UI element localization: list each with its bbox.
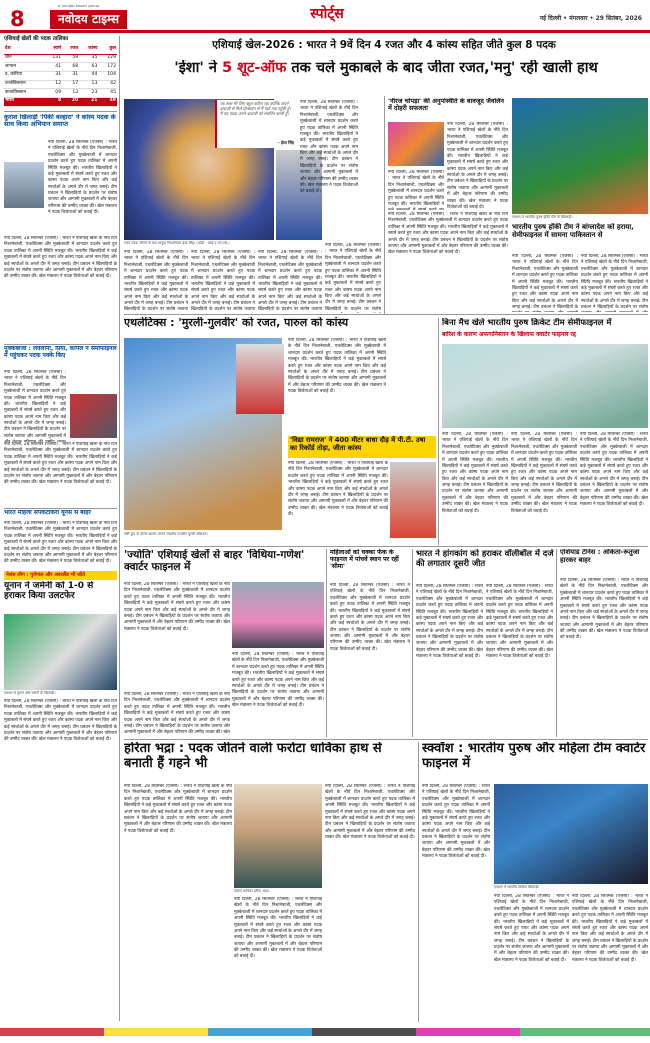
cricket-text-2: नयी दिल्ली, 28 सितम्बर (एजेंसी) : भारत ने एशियाई खेलों के नौवें दिन निशानेबाजी, एथलेटिक्स और मुक्केबाजी में शानदार प्रदर्शन करते हुए पदक तालिका में अपनी स्थिति मजबूत की। भारतीय खिलाड़ियों ने कड़े मुकाबलों में संघर्ष करते हुए रजत और कांस्य पदक अपने नाम किए और कई स्पर्धाओं के अगले दौर में जगह बनाई। टीम प्रबंधन ने खिलाड़ियों के प्रदर्शन पर संतोष जताया और आगामी मुकाबलों में और बेहतर परिणाम की उम्मीद व्यक्त की। खेल मंत्रालय ने पदक विजेताओं को बधाई दी।	[511, 432, 577, 514]
kurash-headline: कुराश खिलाड़ी 'पिंकी बल्हारा' ने कांस्य पदक के साथ किया अभियान समाप्त	[4, 114, 116, 129]
medal-cell: 17	[62, 80, 79, 89]
football-photo	[4, 614, 117, 690]
dateline: नई दिल्ली • मंगलवार • 29 सितंबर, 2026	[539, 15, 642, 22]
boxing-text-2: नयी दिल्ली, 28 सितम्बर (एजेंसी) : भारत ने एशियाई खेलों के नौवें दिन निशानेबाजी, एथलेटिक्स और मुक्केबाजी में शानदार प्रदर्शन करते हुए पदक तालिका में अपनी स्थिति मजबूत की। भारतीय खिलाड़ियों ने कड़े मुकाबलों में संघर्ष करते हुए रजत और कांस्य पदक अपने नाम किए और कई स्पर्धाओं के अगले दौर में जगह बनाई। टीम प्रबंधन ने खिलाड़ियों के प्रदर्शन पर संतोष जताया और आगामी मुकाबलों में और बेहतर परिणाम की उम्मीद व्यक्त की। खेल मंत्रालय ने पदक विजेताओं को बधाई दी।	[4, 442, 117, 486]
squash-headline: स्क्वॉश : भारतीय पुरुष और महिला टीम क्वार्टर फाइनल में	[422, 742, 646, 771]
cricket-text-3: नयी दिल्ली, 28 सितम्बर (एजेंसी) : भारत ने एशियाई खेलों के नौवें दिन निशानेबाजी, एथलेटिक्स और मुक्केबाजी में शानदार प्रदर्शन करते हुए पदक तालिका में अपनी स्थिति मजबूत की। भारतीय खिलाड़ियों ने कड़े मुकाबलों में संघर्ष करते हुए रजत और कांस्य पदक अपने नाम किए और कई स्पर्धाओं के अगले दौर में जगह बनाई। टीम प्रबंधन ने खिलाड़ियों के प्रदर्शन पर संतोष जताया और आगामी मुकाबलों में और बेहतर परिणाम की उम्मीद व्यक्त की। खेल मंत्रालय ने पदक विजेताओं को बधाई दी।	[580, 432, 648, 508]
neeraj-text-1: नयी दिल्ली, 28 सितम्बर (एजेंसी) : भारत ने एशियाई खेलों के नौवें दिन निशानेबाजी, एथलेटिक्स और मुक्केबाजी में शानदार प्रदर्शन करते हुए पदक तालिका में अपनी स्थिति मजबूत की। भारतीय खिलाड़ियों ने कड़े मुकाबलों में संघर्ष करते हुए रजत और कांस्य पदक अपने नाम किए और कई स्पर्धाओं के अगले दौर में जगह बनाई। टीम प्रबंधन ने खिलाड़ियों के प्रदर्शन पर संतोष जताया और आगामी मुकाबलों में और बेहतर परिणाम की उम्मीद व्यक्त की। खेल मंत्रालय ने पदक विजेताओं को बधाई दी।	[447, 122, 508, 210]
football-caption: एक्शन में यूनान और जर्मनी के खिलाड़ी।	[4, 691, 56, 695]
boxing-photo	[70, 394, 117, 438]
medal-cell: 44	[79, 71, 98, 80]
harita-photo	[234, 784, 322, 888]
sepak-headline: भारत महिला सेपकटाकरा यूनस से बाहर	[4, 510, 91, 516]
lead-text-5: नयी दिल्ली, 28 सितम्बर (एजेंसी) : भारत ने एशियाई खेलों के नौवें दिन निशानेबाजी, एथलेटिक्स और मुक्केबाजी में शानदार प्रदर्शन करते हुए पदक तालिका में अपनी स्थिति मजबूत की। भारतीय खिलाड़ियों ने कड़े मुकाबलों में संघर्ष करते हुए रजत और कांस्य पदक अपने नाम किए और कई स्पर्धाओं के अगले दौर में जगह बनाई। टीम प्रबंधन ने खिलाड़ियों के प्रदर्शन पर संतोष	[325, 243, 381, 312]
sepak-text: नयी दिल्ली, 28 सितम्बर (एजेंसी) : भारत ने एशियाई खेलों के नौवें दिन निशानेबाजी, एथलेटिक्स और मुक्केबाजी में शानदार प्रदर्शन करते हुए पदक तालिका में अपनी स्थिति मजबूत की। भारतीय खिलाड़ियों ने कड़े मुकाबलों में संघर्ष करते हुए रजत और कांस्य पदक अपने नाम किए और कई स्पर्धाओं के अगले दौर में जगह बनाई। टीम प्रबंधन ने खिलाड़ियों के प्रदर्शन पर संतोष जताया और आगामी मुकाबलों में और बेहतर परिणाम की उम्मीद व्यक्त की। खेल मंत्रालय ने पदक विजेताओं को बधाई दी।	[4, 521, 117, 565]
vidya-text: नयी दिल्ली, 28 सितम्बर (एजेंसी) : भारत ने एशियाई खेलों के नौवें दिन निशानेबाजी, एथलेटिक्स और मुक्केबाजी में शानदार प्रदर्शन करते हुए पदक तालिका में अपनी स्थिति मजबूत की। भारतीय खिलाड़ियों ने कड़े मुकाबलों में संघर्ष करते हुए रजत और कांस्य पदक अपने नाम किए और कई स्पर्धाओं के अगले दौर में जगह बनाई। टीम प्रबंधन ने खिलाड़ियों के प्रदर्शन पर संतोष जताया और आगामी मुकाबलों में और बेहतर परिणाम की उम्मीद व्यक्त की। खेल मंत्रालय ने पदक विजेताओं को बधाई दी।	[288, 461, 388, 517]
cricket-subhead: बारिश के कारण अफगानिस्तान के खिलाफ क्वार्टर फाइनल रद्द	[442, 331, 576, 338]
medal-cell: 68	[62, 63, 79, 72]
kurash-text: नयी दिल्ली, 28 सितम्बर (एजेंसी) : भारत ने एशियाई खेलों के नौवें दिन निशानेबाजी, एथलेटिक्स और मुक्केबाजी में शानदार प्रदर्शन करते हुए पदक तालिका में अपनी स्थिति मजबूत की। भारतीय खिलाड़ियों ने कड़े मुकाबलों में संघर्ष करते हुए रजत और कांस्य पदक अपने नाम किए और कई स्पर्धाओं के अगले दौर में जगह बनाई। टीम प्रबंधन ने खिलाड़ियों के प्रदर्शन पर संतोष जताया और आगामी मुकाबलों में और बेहतर परिणाम की उम्मीद व्यक्त की। खेल मंत्रालय ने पदक विजेताओं को बधाई दी।	[48, 140, 117, 216]
medal-cell: 41	[44, 63, 63, 72]
medal-cell: 8	[44, 97, 63, 106]
masthead	[0, 0, 650, 33]
medal-cell: 49	[98, 97, 117, 106]
medal-col-header: रजत	[62, 46, 79, 54]
cricket-text-1: नयी दिल्ली, 28 सितम्बर (एजेंसी) : भारत ने एशियाई खेलों के नौवें दिन निशानेबाजी, एथलेटिक्स और मुक्केबाजी में शानदार प्रदर्शन करते हुए पदक तालिका में अपनी स्थिति मजबूत की। भारतीय खिलाड़ियों ने कड़े मुकाबलों में संघर्ष करते हुए रजत और कांस्य पदक अपने नाम किए और कई स्पर्धाओं के अगले दौर में जगह बनाई। टीम प्रबंधन ने खिलाड़ियों के प्रदर्शन पर संतोष जताया और आगामी मुकाबलों में और बेहतर परिणाम की उम्मीद व्यक्त की। खेल मंत्रालय ने पदक विजेताओं को बधाई दी।	[442, 432, 508, 514]
paper-tag: a punjab kesari group	[58, 3, 100, 8]
boxing-headline: मुक्केबाजी : लवलीना, प्रिया, कपिल ने सेमीफाइनल में पहुंचकर पदक पक्के किए	[4, 346, 117, 359]
medal-row	[4, 89, 117, 98]
medal-cell: जापान	[4, 63, 44, 72]
medal-table-grid	[4, 46, 117, 107]
banner-title: एशियाई खेल-2026 : भारत ने 9वें दिन 4 रजत और 4 कांस्य सहित जीते कुल 8 पदक	[212, 39, 556, 51]
medal-cell: 13	[79, 80, 98, 89]
medal-cell: 59	[62, 54, 79, 63]
medal-cell: 13	[62, 89, 79, 98]
section-title: स्पोर्ट्स	[310, 6, 344, 22]
jyoti-headline: 'ज्योति' एशियाई खेलों से बाहर 'विथिया-गणेश' क्वार्टर फाइनल में	[124, 549, 305, 574]
medal-col-header: कांस्य	[79, 46, 98, 54]
lead-quote-by: - ईशा सिंह	[277, 140, 294, 145]
neeraj-text-3: नयी दिल्ली, 28 सितम्बर (एजेंसी) : भारत ने एशियाई खेलों के नौवें दिन निशानेबाजी, एथलेटिक्स और मुक्केबाजी में शानदार प्रदर्शन करते हुए पदक तालिका में अपनी स्थिति मजबूत की। भारतीय खिलाड़ियों ने कड़े मुकाबलों में संघर्ष करते हुए रजत और कांस्य पदक अपने नाम किए और कई स्पर्धाओं के अगले दौर में जगह बनाई। टीम प्रबंधन ने खिलाड़ियों के प्रदर्शन पर संतोष जताया और आगामी मुकाबलों में और बेहतर परिणाम की उम्मीद व्यक्त की। खेल मंत्रालय ने पदक विजेताओं को बधाई दी।	[388, 212, 508, 256]
medal-cell: 131	[44, 54, 63, 63]
jyoti-text-1: नयी दिल्ली, 28 सितम्बर (एजेंसी) : भारत ने एशियाई खेलों के नौवें दिन निशानेबाजी, एथलेटिक्स और मुक्केबाजी में शानदार प्रदर्शन करते हुए पदक तालिका में अपनी स्थिति मजबूत की। भारतीय खिलाड़ियों ने कड़े मुकाबलों में संघर्ष करते हुए रजत और कांस्य पदक अपने नाम किए और कई स्पर्धाओं के अगले दौर में जगह बनाई। टीम प्रबंधन ने खिलाड़ियों के प्रदर्शन पर संतोष जताया और आगामी मुकाबलों में और बेहतर परिणाम की उम्मीद व्यक्त की। खेल मंत्रालय ने पदक विजेताओं को बधाई दी।	[124, 582, 230, 632]
print-registration-bar	[0, 1028, 650, 1036]
medal-cell: कजाकिस्तान	[4, 89, 44, 98]
medal-cell: चीन	[4, 54, 44, 63]
jyoti-text-2: नयी दिल्ली, 28 सितम्बर (एजेंसी) : भारत ने एशियाई खेलों के नौवें दिन निशानेबाजी, एथलेटिक्स और मुक्केबाजी में शानदार प्रदर्शन करते हुए पदक तालिका में अपनी स्थिति मजबूत की। भारतीय खिलाड़ियों ने कड़े मुकाबलों में संघर्ष करते हुए रजत और कांस्य पदक अपने नाम किए और कई स्पर्धाओं के अगले दौर में जगह बनाई। टीम प्रबंधन ने खिलाड़ियों के प्रदर्शन पर संतोष जताया और आगामी मुकाबलों में और बेहतर परिणाम की उम्मीद व्यक्त की। खेल मंत्रालय ने पदक विजेताओं को बधाई दी।	[232, 652, 324, 708]
medal-col-header: देश	[4, 46, 44, 54]
squash-photo	[494, 784, 648, 884]
lead-text-2: नयी दिल्ली, 28 सितम्बर (एजेंसी) : भारत ने एशियाई खेलों के नौवें दिन निशानेबाजी, एथलेटिक्स और मुक्केबाजी में शानदार प्रदर्शन करते हुए पदक तालिका में अपनी स्थिति मजबूत की। भारतीय खिलाड़ियों ने कड़े मुकाबलों में संघर्ष करते हुए रजत और कांस्य पदक अपने नाम किए और कई स्पर्धाओं के अगले दौर में जगह बनाई। टीम प्रबंधन ने खिलाड़ियों के प्रदर्शन पर संतोष जताया	[124, 250, 188, 312]
nations-league-strip: नेशंस लीग : पुर्तगाल और अवरलैंड भी जीते	[4, 571, 117, 580]
cricket-headline: बिना मैच खेले भारतीय पुरुष क्रिकेट टीम सेमीफाइनल में	[442, 318, 612, 327]
squash-text-3: नयी दिल्ली, 28 सितम्बर (एजेंसी) : भारत ने एशियाई खेलों के नौवें दिन निशानेबाजी, एथलेटिक्स और मुक्केबाजी में शानदार प्रदर्शन करते हुए पदक तालिका में अपनी स्थिति मजबूत की। भारतीय खिलाड़ियों ने कड़े मुकाबलों में संघर्ष करते हुए रजत और कांस्य पदक अपने नाम किए और कई स्पर्धाओं के अगले दौर में जगह बनाई। टीम प्रबंधन ने खिलाड़ियों के प्रदर्शन पर संतोष जताया और आगामी मुकाबलों में और बेहतर परिणाम की उम्मीद व्यक्त की। खेल मंत्रालय ने पदक विजेताओं को बधाई दी।	[572, 894, 648, 963]
medal-cell: 20	[62, 97, 79, 106]
lead-text-1: नयी दिल्ली, 28 सितम्बर (एजेंसी) : भारत ने एशियाई खेलों के नौवें दिन निशानेबाजी, एथलेटिक्स और मुक्केबाजी में शानदार प्रदर्शन करते हुए पदक तालिका में अपनी स्थिति मजबूत की। भारतीय खिलाड़ियों ने कड़े मुकाबलों में संघर्ष करते हुए रजत और कांस्य पदक अपने नाम किए और कई स्पर्धाओं के अगले दौर में जगह बनाई। टीम प्रबंधन ने खिलाड़ियों के प्रदर्शन पर संतोष जताया और आगामी मुकाबलों में और बेहतर परिणाम की उम्मीद व्यक्त की। खेल मंत्रालय ने पदक विजेताओं को बधाई दी।	[300, 100, 358, 195]
neeraj-text-2: नयी दिल्ली, 28 सितम्बर (एजेंसी) : भारत ने एशियाई खेलों के नौवें दिन निशानेबाजी, एथलेटिक्स और मुक्केबाजी में शानदार प्रदर्शन करते हुए पदक तालिका में अपनी स्थिति मजबूत की। भारतीय खिलाड़ियों ने	[388, 170, 444, 207]
medal-header-row	[4, 46, 117, 54]
medal-cell: 172	[98, 63, 117, 72]
medal-cell: 42	[98, 80, 117, 89]
volleyball-text-1: नयी दिल्ली, 28 सितम्बर (एजेंसी) : भारत ने एशियाई खेलों के नौवें दिन निशानेबाजी, एथलेटिक्स और मुक्केबाजी में शानदार प्रदर्शन करते हुए पदक तालिका में अपनी स्थिति मजबूत की। भारतीय खिलाड़ियों ने कड़े मुकाबलों में संघर्ष करते हुए रजत और कांस्य पदक अपने नाम किए और कई स्पर्धाओं के अगले दौर में जगह बनाई। टीम प्रबंधन ने खिलाड़ियों के प्रदर्शन पर संतोष जताया और आगामी मुकाबलों में और बेहतर परिणाम की उम्मीद व्यक्त की। खेल मंत्रालय ने पदक विजेताओं को बधाई दी।	[416, 584, 483, 660]
squash-caption: एक्शन में भारतीय स्क्वॉश खिलाड़ी।	[494, 885, 540, 889]
ankita-headline: एशियाड टेनिस : अंकिता-रूतुजा हारकर बाहर	[560, 549, 640, 564]
squash-text-2: नयी दिल्ली, 28 सितम्बर (एजेंसी) : भारत ने एशियाई खेलों के नौवें दिन निशानेबाजी, एथलेटिक्स और मुक्केबाजी में शानदार प्रदर्शन करते हुए पदक तालिका में अपनी स्थिति मजबूत की। भारतीय खिलाड़ियों ने कड़े मुकाबलों में संघर्ष करते हुए रजत और कांस्य पदक अपने नाम किए और कई स्पर्धाओं के अगले दौर में जगह बनाई। टीम प्रबंधन ने खिलाड़ियों के प्रदर्शन पर संतोष जताया और आगामी मुकाबलों में और बेहतर परिणाम की उम्मीद व्यक्त की। खेल मंत्रालय ने पदक विजेताओं को बधाई दी।	[494, 894, 569, 963]
hockey-text-2: नयी दिल्ली, 28 सितम्बर (एजेंसी) : भारत ने एशियाई खेलों के नौवें दिन निशानेबाजी, एथलेटिक्स और मुक्केबाजी में शानदार प्रदर्शन करते हुए पदक तालिका में अपनी स्थिति मजबूत की। भारतीय खिलाड़ियों ने कड़े मुकाबलों में संघर्ष करते हुए रजत और कांस्य पदक अपने नाम किए और कई स्पर्धाओं के अगले दौर में जगह बनाई। टीम प्रबंधन ने खिलाड़ियों के प्रदर्शन पर संतोष	[581, 254, 648, 310]
lead-quote-box	[215, 100, 297, 148]
paper-logo: नवोदय टाइम्स	[50, 10, 127, 29]
seema-text: नयी दिल्ली, 28 सितम्बर (एजेंसी) : भारत ने एशियाई खेलों के नौवें दिन निशानेबाजी, एथलेटिक्स और मुक्केबाजी में शानदार प्रदर्शन करते हुए पदक तालिका में अपनी स्थिति मजबूत की। भारतीय खिलाड़ियों ने कड़े मुकाबलों में संघर्ष करते हुए रजत और कांस्य पदक अपने नाम किए और कई स्पर्धाओं के अगले दौर में जगह बनाई। टीम प्रबंधन ने खिलाड़ियों के प्रदर्शन पर संतोष जताया और आगामी मुकाबलों में और बेहतर परिणाम की उम्मीद व्यक्त की। खेल मंत्रालय ने पदक विजेताओं को बधाई दी।	[330, 583, 410, 652]
lead-headline-pre: 'ईशा' ने	[174, 60, 223, 76]
medal-cell: 63	[79, 63, 98, 72]
volleyball-text-2: नयी दिल्ली, 28 सितम्बर (एजेंसी) : भारत ने एशियाई खेलों के नौवें दिन निशानेबाजी, एथलेटिक्स और मुक्केबाजी में शानदार प्रदर्शन करते हुए पदक तालिका में अपनी स्थिति मजबूत की। भारतीय खिलाड़ियों ने कड़े मुकाबलों में संघर्ष करते हुए रजत और कांस्य पदक अपने नाम किए और कई स्पर्धाओं के अगले दौर में जगह बनाई। टीम प्रबंधन ने खिलाड़ियों के प्रदर्शन पर संतोष जताया और आगामी मुकाबलों में और बेहतर परिणाम की उम्मीद व्यक्त की। खेल मंत्रालय ने पदक विजेताओं को बधाई दी।	[486, 584, 553, 660]
medal-table	[4, 36, 117, 107]
medal-row	[4, 63, 117, 72]
medal-cell: उज्बेकिस्तान	[4, 80, 44, 89]
lead-caption: रजत पदक जीतने के बाद भावुक निशानेबाज ईशा सिंह। (फोटो : आई.ए.एन.एस.)	[124, 241, 230, 245]
athletics-headline: एथलेटिक्स : 'मुरली-गुलवीर' को रजत, पारुल को कांस्य	[124, 317, 349, 329]
lead-headline-red: 5 शूट-ऑफ	[222, 60, 287, 76]
medal-row	[4, 71, 117, 80]
football-text: नयी दिल्ली, 28 सितम्बर (एजेंसी) : भारत ने एशियाई खेलों के नौवें दिन निशानेबाजी, एथलेटिक्स और मुक्केबाजी में शानदार प्रदर्शन करते हुए पदक तालिका में अपनी स्थिति मजबूत की। भारतीय खिलाड़ियों ने कड़े मुकाबलों में संघर्ष करते हुए रजत और कांस्य पदक अपने नाम किए और कई स्पर्धाओं के अगले दौर में जगह बनाई। टीम प्रबंधन ने खिलाड़ियों के प्रदर्शन पर संतोष जताया और आगामी मुकाबलों में और बेहतर परिणाम की उम्मीद व्यक्त की। खेल मंत्रालय ने पदक विजेताओं को बधाई दी।	[4, 699, 117, 743]
medal-cell: द. कोरिया	[4, 71, 44, 80]
medal-cell: 229	[98, 54, 117, 63]
harita-caption: फर्राटा धाविका हरिता भद्रा।	[234, 889, 270, 893]
hockey-photo	[512, 98, 648, 214]
jyoti-photo	[232, 582, 324, 648]
page-number: 8	[10, 7, 25, 31]
ankita-text: नयी दिल्ली, 28 सितम्बर (एजेंसी) : भारत ने एशियाई खेलों के नौवें दिन निशानेबाजी, एथलेटिक्स और मुक्केबाजी में शानदार प्रदर्शन करते हुए पदक तालिका में अपनी स्थिति मजबूत की। भारतीय खिलाड़ियों ने कड़े मुकाबलों में संघर्ष करते हुए रजत और कांस्य पदक अपने नाम किए और कई स्पर्धाओं के अगले दौर में जगह बनाई। टीम प्रबंधन ने खिलाड़ियों के प्रदर्शन पर संतोष जताया और आगामी मुकाबलों में और बेहतर परिणाम की उम्मीद व्यक्त की। खेल मंत्रालय ने पदक विजेताओं को बधाई दी।	[560, 578, 648, 641]
medal-cell: 31	[44, 71, 63, 80]
boxing-text: नयी दिल्ली, 28 सितम्बर (एजेंसी) : भारत ने एशियाई खेलों के नौवें दिन निशानेबाजी, एथलेटिक्स और मुक्केबाजी में शानदार प्रदर्शन करते हुए पदक तालिका में अपनी स्थिति मजबूत की। भारतीय खिलाड़ियों ने कड़े मुकाबलों में संघर्ष करते हुए रजत और कांस्य पदक अपने नाम किए और कई स्पर्धाओं के अगले दौर में जगह बनाई। टीम प्रबंधन ने खिलाड़ियों के प्रदर्शन पर संतोष जताया और आगामी मुकाबलों में	[4, 370, 66, 439]
medal-cell: 31	[62, 71, 79, 80]
vidya-headline: 'विद्या रामराज' ने 400 मीटर बाधा दौड़ में पी.टी. उषा का रिकॉर्ड तोड़ा, जीता कांस्य	[288, 436, 436, 458]
medal-cell: 09	[44, 89, 63, 98]
medal-cell: 12	[44, 80, 63, 89]
neeraj-headline: 'नीरज चोपड़ा' की अनुपस्थिति के बावजूद जैवलिन में दोहरी सफलता	[388, 98, 504, 113]
athletics-photo-2	[236, 344, 284, 414]
athletics-caption: लंबी कूद के दौरान छलांग लगाते भारतीय एथलीट मुरली श्रीशंकर।	[124, 532, 208, 536]
neeraj-photo	[388, 122, 444, 166]
lead-text-3: नयी दिल्ली, 28 सितम्बर (एजेंसी) : भारत ने एशियाई खेलों के नौवें दिन निशानेबाजी, एथलेटिक्स और मुक्केबाजी में शानदार प्रदर्शन करते हुए पदक तालिका में अपनी स्थिति मजबूत की। भारतीय खिलाड़ियों ने कड़े मुकाबलों में संघर्ष करते हुए रजत और कांस्य पदक अपने नाम किए और कई स्पर्धाओं के अगले दौर में जगह बनाई। टीम प्रबंधन ने खिलाड़ियों के प्रदर्शन पर संतोष जताया	[191, 250, 255, 312]
vidya-photo	[390, 462, 436, 538]
harita-headline: हरिता भद्रा : पदक जीतने वाली फर्राटा धाविका हाथ से बनाती हैं गहने भी	[124, 742, 382, 771]
volleyball-headline: भारत ने हांगकांग को हराकर वॉलीबॉल में दर्ज की लगातार दूसरी जीत	[416, 549, 554, 568]
seema-headline: महिलाओं को चक्का फेंक के फाइनल में पांचवें स्थान पर रहीं 'सीमा'	[330, 549, 399, 571]
athletics-text-1: नयी दिल्ली, 28 सितम्बर (एजेंसी) : भारत ने एशियाई खेलों के नौवें दिन निशानेबाजी, एथलेटिक्स और मुक्केबाजी में शानदार प्रदर्शन करते हुए पदक तालिका में अपनी स्थिति मजबूत की। भारतीय खिलाड़ियों ने कड़े मुकाबलों में संघर्ष करते हुए रजत और कांस्य पदक अपने नाम किए और कई स्पर्धाओं के अगले दौर में जगह बनाई। टीम प्रबंधन ने खिलाड़ियों के प्रदर्शन पर संतोष जताया और आगामी मुकाबलों में और बेहतर परिणाम की उम्मीद व्यक्त की। खेल मंत्रालय ने पदक विजेताओं को बधाई दी।	[288, 338, 386, 394]
hockey-caption: एक्शन में भारतीय पुरुष हॉकी टीम के खिलाड़ी।	[512, 215, 573, 219]
medal-row	[4, 80, 117, 89]
lead-headline-post: तक चले मुकाबले के बाद जीता रजत,'मनु' रही खाली हाथ	[286, 60, 598, 76]
medal-row	[4, 54, 117, 63]
medal-cell: 45	[98, 89, 117, 98]
medal-row	[4, 97, 117, 106]
hockey-text-1: नयी दिल्ली, 28 सितम्बर (एजेंसी) : भारत ने एशियाई खेलों के नौवें दिन निशानेबाजी, एथलेटिक्स और मुक्केबाजी में शानदार प्रदर्शन करते हुए पदक तालिका में अपनी स्थिति मजबूत की। भारतीय खिलाड़ियों ने कड़े मुकाबलों में संघर्ष करते हुए रजत और कांस्य पदक अपने नाम किए और कई स्पर्धाओं के अगले दौर में जगह बनाई। टीम प्रबंधन ने खिलाड़ियों के	[512, 254, 578, 310]
lead-text-4: नयी दिल्ली, 28 सितम्बर (एजेंसी) : भारत ने एशियाई खेलों के नौवें दिन निशानेबाजी, एथलेटिक्स और मुक्केबाजी में शानदार प्रदर्शन करते हुए पदक तालिका में अपनी स्थिति मजबूत की। भारतीय खिलाड़ियों ने कड़े मुकाबलों में संघर्ष करते हुए रजत और कांस्य पदक अपने नाम किए और कई स्पर्धाओं के अगले दौर में जगह बनाई। टीम प्रबंधन ने खिलाड़ियों के प्रदर्शन पर संतोष जताया	[258, 250, 322, 312]
kurash-text-2: नयी दिल्ली, 28 सितम्बर (एजेंसी) : भारत ने एशियाई खेलों के नौवें दिन निशानेबाजी, एथलेटिक्स और मुक्केबाजी में शानदार प्रदर्शन करते हुए पदक तालिका में अपनी स्थिति मजबूत की। भारतीय खिलाड़ियों ने कड़े मुकाबलों में संघर्ष करते हुए रजत और कांस्य पदक अपने नाम किए और कई स्पर्धाओं के अगले दौर में जगह बनाई। टीम प्रबंधन ने खिलाड़ियों के प्रदर्शन पर संतोष जताया और आगामी मुकाबलों में और बेहतर परिणाम की उम्मीद व्यक्त की। खेल मंत्रालय ने पदक विजेताओं को बधाई दी।	[4, 236, 117, 280]
medal-col-header: कुल	[98, 46, 117, 54]
harita-text-2: नयी दिल्ली, 28 सितम्बर (एजेंसी) : भारत ने एशियाई खेलों के नौवें दिन निशानेबाजी, एथलेटिक्स और मुक्केबाजी में शानदार प्रदर्शन करते हुए पदक तालिका में अपनी स्थिति मजबूत की। भारतीय खिलाड़ियों ने कड़े मुकाबलों में संघर्ष करते हुए रजत और कांस्य पदक अपने नाम किए और कई स्पर्धाओं के अगले दौर में जगह बनाई। टीम प्रबंधन ने खिलाड़ियों के प्रदर्शन पर संतोष जताया और आगामी मुकाबलों में और बेहतर परिणाम की उम्मीद व्यक्त की। खेल मंत्रालय ने पदक विजेताओं को बधाई दी।	[234, 897, 322, 960]
lead-quote: यह साल मेरे लिए बहुत कठिन रहा क्योंकि अपने दादाजी से मिले प्रोत्साहन से मैं यहाँ तक पहुँची हूँ। मैं यह पदक अपने दादाजी को समर्पित करती हूँ।	[220, 101, 291, 117]
kurash-photo	[4, 162, 44, 208]
medal-cell: 35	[79, 54, 98, 63]
cricket-photo	[442, 344, 648, 428]
medal-col-header: स्वर्ण	[44, 46, 63, 54]
medal-cell: 23	[79, 89, 98, 98]
football-headline: यूनान ने जर्मनी को 1-0 से हराकर किया उलटफेर	[4, 581, 94, 602]
medal-cell: 21	[79, 97, 98, 106]
medal-cell: 104	[98, 71, 117, 80]
harita-text-3: नयी दिल्ली, 28 सितम्बर (एजेंसी) : भारत ने एशियाई खेलों के नौवें दिन निशानेबाजी, एथलेटिक्स और मुक्केबाजी में शानदार प्रदर्शन करते हुए पदक तालिका में अपनी स्थिति मजबूत की। भारतीय खिलाड़ियों ने कड़े मुकाबलों में संघर्ष करते हुए रजत और कांस्य पदक अपने नाम किए और कई स्पर्धाओं के अगले दौर में जगह बनाई। टीम प्रबंधन ने खिलाड़ियों के प्रदर्शन पर संतोष जताया और आगामी मुकाबलों में और बेहतर परिणाम की उम्मीद व्यक्त की। खेल मंत्रालय ने पदक विजेताओं को बधाई दी।	[325, 784, 415, 840]
lead-headline	[124, 60, 648, 94]
harita-text-1: नयी दिल्ली, 28 सितम्बर (एजेंसी) : भारत ने एशियाई खेलों के नौवें दिन निशानेबाजी, एथलेटिक्स और मुक्केबाजी में शानदार प्रदर्शन करते हुए पदक तालिका में अपनी स्थिति मजबूत की। भारतीय खिलाड़ियों ने कड़े मुकाबलों में संघर्ष करते हुए रजत और कांस्य पदक अपने नाम किए और कई स्पर्धाओं के अगले दौर में जगह बनाई। टीम प्रबंधन ने खिलाड़ियों के प्रदर्शन पर संतोष जताया और आगामी मुकाबलों में और बेहतर परिणाम की उम्मीद व्यक्त की। खेल मंत्रालय ने पदक विजेताओं को बधाई दी।	[124, 784, 232, 834]
medal-cell: भारत	[4, 97, 44, 106]
medal-table-title: एशियाई खेलों की पदक तालिका	[4, 36, 69, 42]
squash-text-1: नयी दिल्ली, 28 सितम्बर (एजेंसी) : भारत ने एशियाई खेलों के नौवें दिन निशानेबाजी, एथलेटिक्स और मुक्केबाजी में शानदार प्रदर्शन करते हुए पदक तालिका में अपनी स्थिति मजबूत की। भारतीय खिलाड़ियों ने कड़े मुकाबलों में संघर्ष करते हुए रजत और कांस्य पदक अपने नाम किए और कई स्पर्धाओं के अगले दौर में जगह बनाई। टीम प्रबंधन ने खिलाड़ियों के प्रदर्शन पर संतोष जताया और आगामी मुकाबलों में और बेहतर परिणाम की उम्मीद व्यक्त की। खेल मंत्रालय ने पदक विजेताओं को बधाई दी।	[422, 784, 490, 860]
jyoti-text-3: नयी दिल्ली, 28 सितम्बर (एजेंसी) : भारत ने एशियाई खेलों के नौवें दिन निशानेबाजी, एथलेटिक्स और मुक्केबाजी में शानदार प्रदर्शन करते हुए पदक तालिका में अपनी स्थिति मजबूत की। भारतीय खिलाड़ियों ने कड़े मुकाबलों में संघर्ष करते हुए रजत और कांस्य पदक अपने नाम किए और कई स्पर्धाओं के अगले दौर में जगह बनाई। टीम प्रबंधन ने खिलाड़ियों के प्रदर्शन पर संतोष जताया और आगामी मुकाबलों में और बेहतर परिणाम की उम्मीद व्यक्त की। खेल	[124, 692, 230, 736]
hockey-headline: भारतीय पुरुष हॉकी टीम ने बांग्लादेश को हराया, सेमीफाइनल में सामना पाकिस्तान से	[512, 223, 634, 240]
